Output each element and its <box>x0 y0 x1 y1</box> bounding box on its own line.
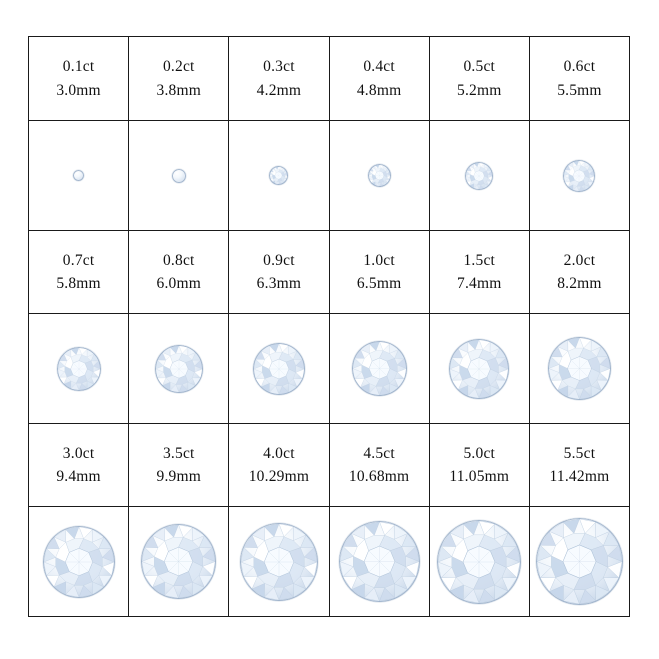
diamond-girdle <box>352 341 407 396</box>
mm-value: 11.05mm <box>449 468 510 485</box>
size-label-cell <box>29 231 128 313</box>
size-label-cell <box>429 231 529 313</box>
gem-cell <box>429 121 529 230</box>
carat-value: 0.5ct <box>463 58 496 76</box>
diamond-icon <box>563 160 595 192</box>
mm-value: 3.0mm <box>56 81 101 99</box>
diamond-icon <box>548 337 611 400</box>
diamond-girdle <box>368 164 391 187</box>
mm-value: 9.4mm <box>56 468 101 485</box>
mm-value: 8.2mm <box>557 275 602 292</box>
diamond-icon <box>73 170 84 181</box>
diamond-icon <box>536 518 623 605</box>
diamond-icon <box>269 166 288 185</box>
gem-cell <box>228 121 328 230</box>
gem-cell <box>329 507 429 616</box>
label-row-1 <box>29 37 629 120</box>
diamond-girdle <box>57 347 101 391</box>
gem-cell <box>529 507 629 616</box>
carat-value: 3.5ct <box>162 444 195 462</box>
carat-value: 0.1ct <box>62 58 95 76</box>
carat-value: 2.0ct <box>563 251 596 269</box>
size-label-cell <box>128 231 228 313</box>
carat-value: 5.0ct <box>463 444 496 462</box>
carat-value: 0.4ct <box>363 58 395 76</box>
gem-cell <box>29 507 128 616</box>
diamond-girdle <box>449 339 509 399</box>
mm-value: 5.8mm <box>56 275 101 292</box>
diamond-girdle <box>563 160 595 192</box>
diamond-girdle <box>536 518 623 605</box>
carat-value: 1.0ct <box>363 251 395 269</box>
mm-value: 6.3mm <box>256 275 302 292</box>
gem-cell <box>128 314 228 423</box>
size-label-cell <box>228 424 328 506</box>
diamond-girdle <box>339 521 420 602</box>
mm-value: 11.42mm <box>549 468 610 485</box>
diamond-size-chart <box>28 36 630 617</box>
mm-value: 4.2mm <box>256 81 302 99</box>
mm-value: 10.68mm <box>348 468 410 485</box>
size-label-cell <box>429 424 529 506</box>
size-label-cell <box>128 424 228 506</box>
diamond-icon <box>339 521 420 602</box>
mm-value: 7.4mm <box>457 275 502 292</box>
mm-value: 6.5mm <box>356 275 402 292</box>
mm-value: 5.2mm <box>457 81 502 99</box>
size-label-cell <box>29 37 128 120</box>
carat-value: 3.0ct <box>62 444 95 462</box>
diamond-girdle <box>141 524 216 599</box>
gem-cell <box>529 121 629 230</box>
size-label-cell <box>329 424 429 506</box>
carat-value: 0.8ct <box>162 251 195 269</box>
carat-value: 0.6ct <box>563 58 596 76</box>
diamond-icon <box>155 345 203 393</box>
carat-value: 0.9ct <box>263 251 295 269</box>
size-label-cell <box>529 37 629 120</box>
gem-cell <box>29 314 128 423</box>
diamond-icon <box>437 520 521 604</box>
diamond-icon <box>43 526 115 598</box>
gem-cell <box>329 314 429 423</box>
size-label-cell <box>529 424 629 506</box>
gem-cell <box>29 121 128 230</box>
gem-cell <box>128 507 228 616</box>
gem-row-1 <box>29 120 629 230</box>
gem-cell <box>128 121 228 230</box>
gem-cell <box>529 314 629 423</box>
diamond-icon <box>465 162 493 190</box>
gem-cell <box>228 507 328 616</box>
carat-value: 0.7ct <box>62 251 95 269</box>
diamond-girdle <box>43 526 115 598</box>
mm-value: 9.9mm <box>156 468 201 485</box>
mm-value: 5.5mm <box>557 81 602 99</box>
carat-value: 1.5ct <box>463 251 496 269</box>
size-label-cell <box>228 37 328 120</box>
gem-cell <box>228 314 328 423</box>
mm-value: 6.0mm <box>156 275 201 292</box>
size-label-cell <box>128 37 228 120</box>
carat-value: 0.3ct <box>263 58 295 76</box>
gem-cell <box>429 314 529 423</box>
gem-cell <box>429 507 529 616</box>
carat-value: 0.2ct <box>162 58 195 76</box>
diamond-girdle <box>548 337 611 400</box>
diamond-girdle <box>253 343 305 395</box>
diamond-girdle <box>437 520 521 604</box>
diamond-girdle <box>240 523 318 601</box>
size-label-cell <box>329 231 429 313</box>
diamond-icon <box>352 341 407 396</box>
diamond-icon <box>57 347 101 391</box>
diamond-girdle <box>465 162 493 190</box>
size-label-cell <box>529 231 629 313</box>
size-label-cell <box>329 37 429 120</box>
carat-value: 4.0ct <box>263 444 295 462</box>
gem-row-3 <box>29 506 629 616</box>
diamond-icon <box>240 523 318 601</box>
carat-value: 5.5ct <box>563 444 596 462</box>
diamond-icon <box>368 164 391 187</box>
diamond-icon <box>253 343 305 395</box>
diamond-icon <box>449 339 509 399</box>
mm-value: 3.8mm <box>156 81 201 99</box>
gem-cell <box>329 121 429 230</box>
size-label-cell <box>429 37 529 120</box>
size-label-cell <box>228 231 328 313</box>
label-row-3 <box>29 423 629 506</box>
mm-value: 10.29mm <box>248 468 310 485</box>
gem-row-2 <box>29 313 629 423</box>
carat-value: 4.5ct <box>363 444 395 462</box>
diamond-girdle <box>73 170 84 181</box>
size-label-cell <box>29 424 128 506</box>
diamond-girdle <box>155 345 203 393</box>
diamond-girdle <box>172 169 186 183</box>
diamond-icon <box>141 524 216 599</box>
mm-value: 4.8mm <box>356 81 402 99</box>
label-row-2 <box>29 230 629 313</box>
diamond-icon <box>172 169 186 183</box>
